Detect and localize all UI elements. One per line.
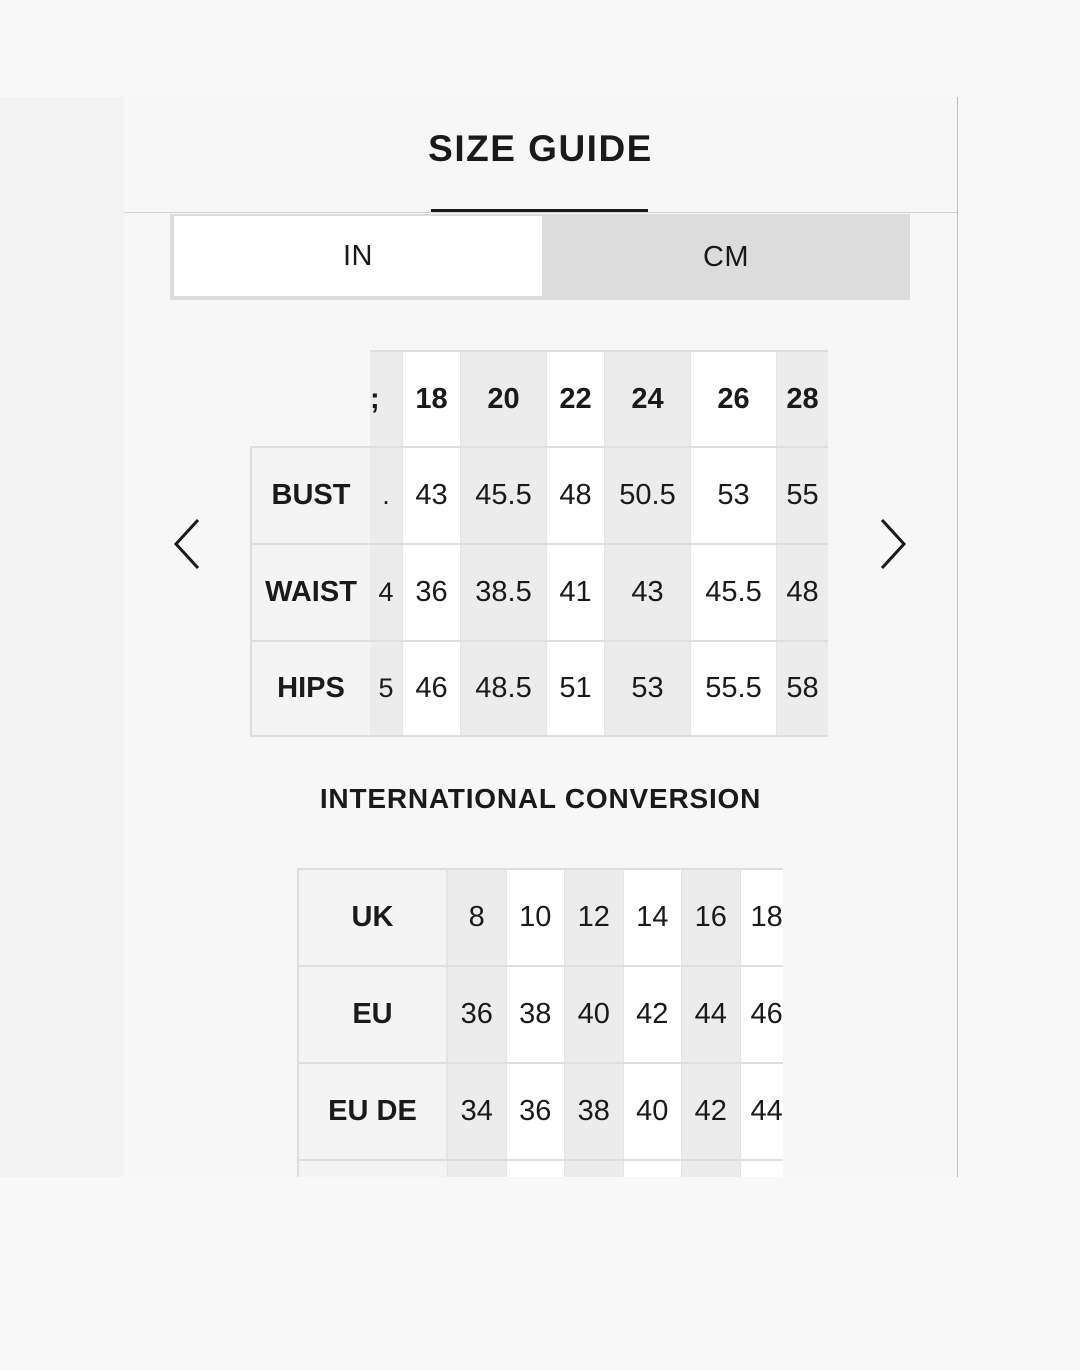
conversion-value-cell: 18 — [740, 868, 784, 965]
size-value-cell: 51 — [546, 640, 604, 737]
unit-cm-button[interactable]: CM — [542, 214, 910, 300]
conversion-value-cell: 42 — [681, 1062, 740, 1159]
size-guide-panel — [0, 97, 958, 1177]
conversion-value-cell: 16 — [681, 868, 740, 965]
page-title: SIZE GUIDE — [428, 128, 653, 169]
size-value-cell: 53 — [690, 446, 776, 543]
size-header-cell: 26 — [690, 350, 776, 446]
conversion-value-cell: 36 — [447, 965, 506, 1062]
size-header-partial: ; — [370, 350, 402, 446]
conversion-row-partial — [297, 1159, 447, 1177]
size-value-cell: 46 — [402, 640, 460, 737]
conversion-value-cell-partial — [681, 1159, 740, 1177]
conversion-value-cell: 44 — [740, 1062, 784, 1159]
size-value-cell: 36 — [402, 543, 460, 640]
conversion-value-cell: 38 — [506, 965, 565, 1062]
size-value-cell: 53 — [604, 640, 690, 737]
size-header-cell: 24 — [604, 350, 690, 446]
size-row-label: WAIST — [250, 543, 370, 640]
conversion-value-cell: 38 — [564, 1062, 623, 1159]
size-value-cell: 45.5 — [690, 543, 776, 640]
size-value-cell: 48.5 — [460, 640, 546, 737]
conversion-value-cell: 40 — [623, 1062, 682, 1159]
size-value-cell: 38.5 — [460, 543, 546, 640]
size-value-cell: 43 — [402, 446, 460, 543]
size-value-cell: 58 — [776, 640, 828, 737]
conversion-value-cell: 12 — [564, 868, 623, 965]
conversion-value-cell: 44 — [681, 965, 740, 1062]
international-conversion-table — [297, 868, 783, 1177]
conversion-value-cell: 40 — [564, 965, 623, 1062]
international-conversion-title: INTERNATIONAL CONVERSION — [319, 783, 762, 814]
size-partial-cell: . — [370, 446, 402, 543]
conversion-row-label: UK — [297, 868, 447, 965]
unit-toggle — [170, 214, 910, 300]
size-value-cell: 55.5 — [690, 640, 776, 737]
panel-margin — [0, 97, 124, 1177]
conversion-value-cell: 46 — [740, 965, 784, 1062]
conversion-value-cell-partial — [506, 1159, 565, 1177]
conversion-value-cell: 14 — [623, 868, 682, 965]
conversion-value-cell: 34 — [447, 1062, 506, 1159]
conversion-value-cell: 10 — [506, 868, 565, 965]
conversion-value-cell-partial — [564, 1159, 623, 1177]
size-value-cell: 43 — [604, 543, 690, 640]
size-value-cell: 50.5 — [604, 446, 690, 543]
chevron-left-icon[interactable] — [168, 514, 208, 574]
size-value-cell: 48 — [546, 446, 604, 543]
conversion-value-cell-partial — [740, 1159, 784, 1177]
conversion-value-cell: 42 — [623, 965, 682, 1062]
size-row-label: HIPS — [250, 640, 370, 737]
size-header-cell: 18 — [402, 350, 460, 446]
size-header-cell: 20 — [460, 350, 546, 446]
size-partial-cell: 4 — [370, 543, 402, 640]
size-partial-cell: 5 — [370, 640, 402, 737]
size-header-cell: 28 — [776, 350, 828, 446]
size-header-cell: 22 — [546, 350, 604, 446]
size-value-cell: 55 — [776, 446, 828, 543]
conversion-value-cell: 8 — [447, 868, 506, 965]
conversion-value-cell-partial — [623, 1159, 682, 1177]
size-value-cell: 45.5 — [460, 446, 546, 543]
size-table — [250, 350, 830, 740]
size-value-cell: 48 — [776, 543, 828, 640]
conversion-value-cell: 36 — [506, 1062, 565, 1159]
unit-in-button[interactable]: IN — [174, 216, 542, 296]
conversion-row-label: EU — [297, 965, 447, 1062]
size-row-label: BUST — [250, 446, 370, 543]
conversion-row-label: EU DE — [297, 1062, 447, 1159]
conversion-value-cell-partial — [447, 1159, 506, 1177]
divider — [124, 212, 957, 213]
chevron-right-icon[interactable] — [872, 514, 912, 574]
size-value-cell: 41 — [546, 543, 604, 640]
